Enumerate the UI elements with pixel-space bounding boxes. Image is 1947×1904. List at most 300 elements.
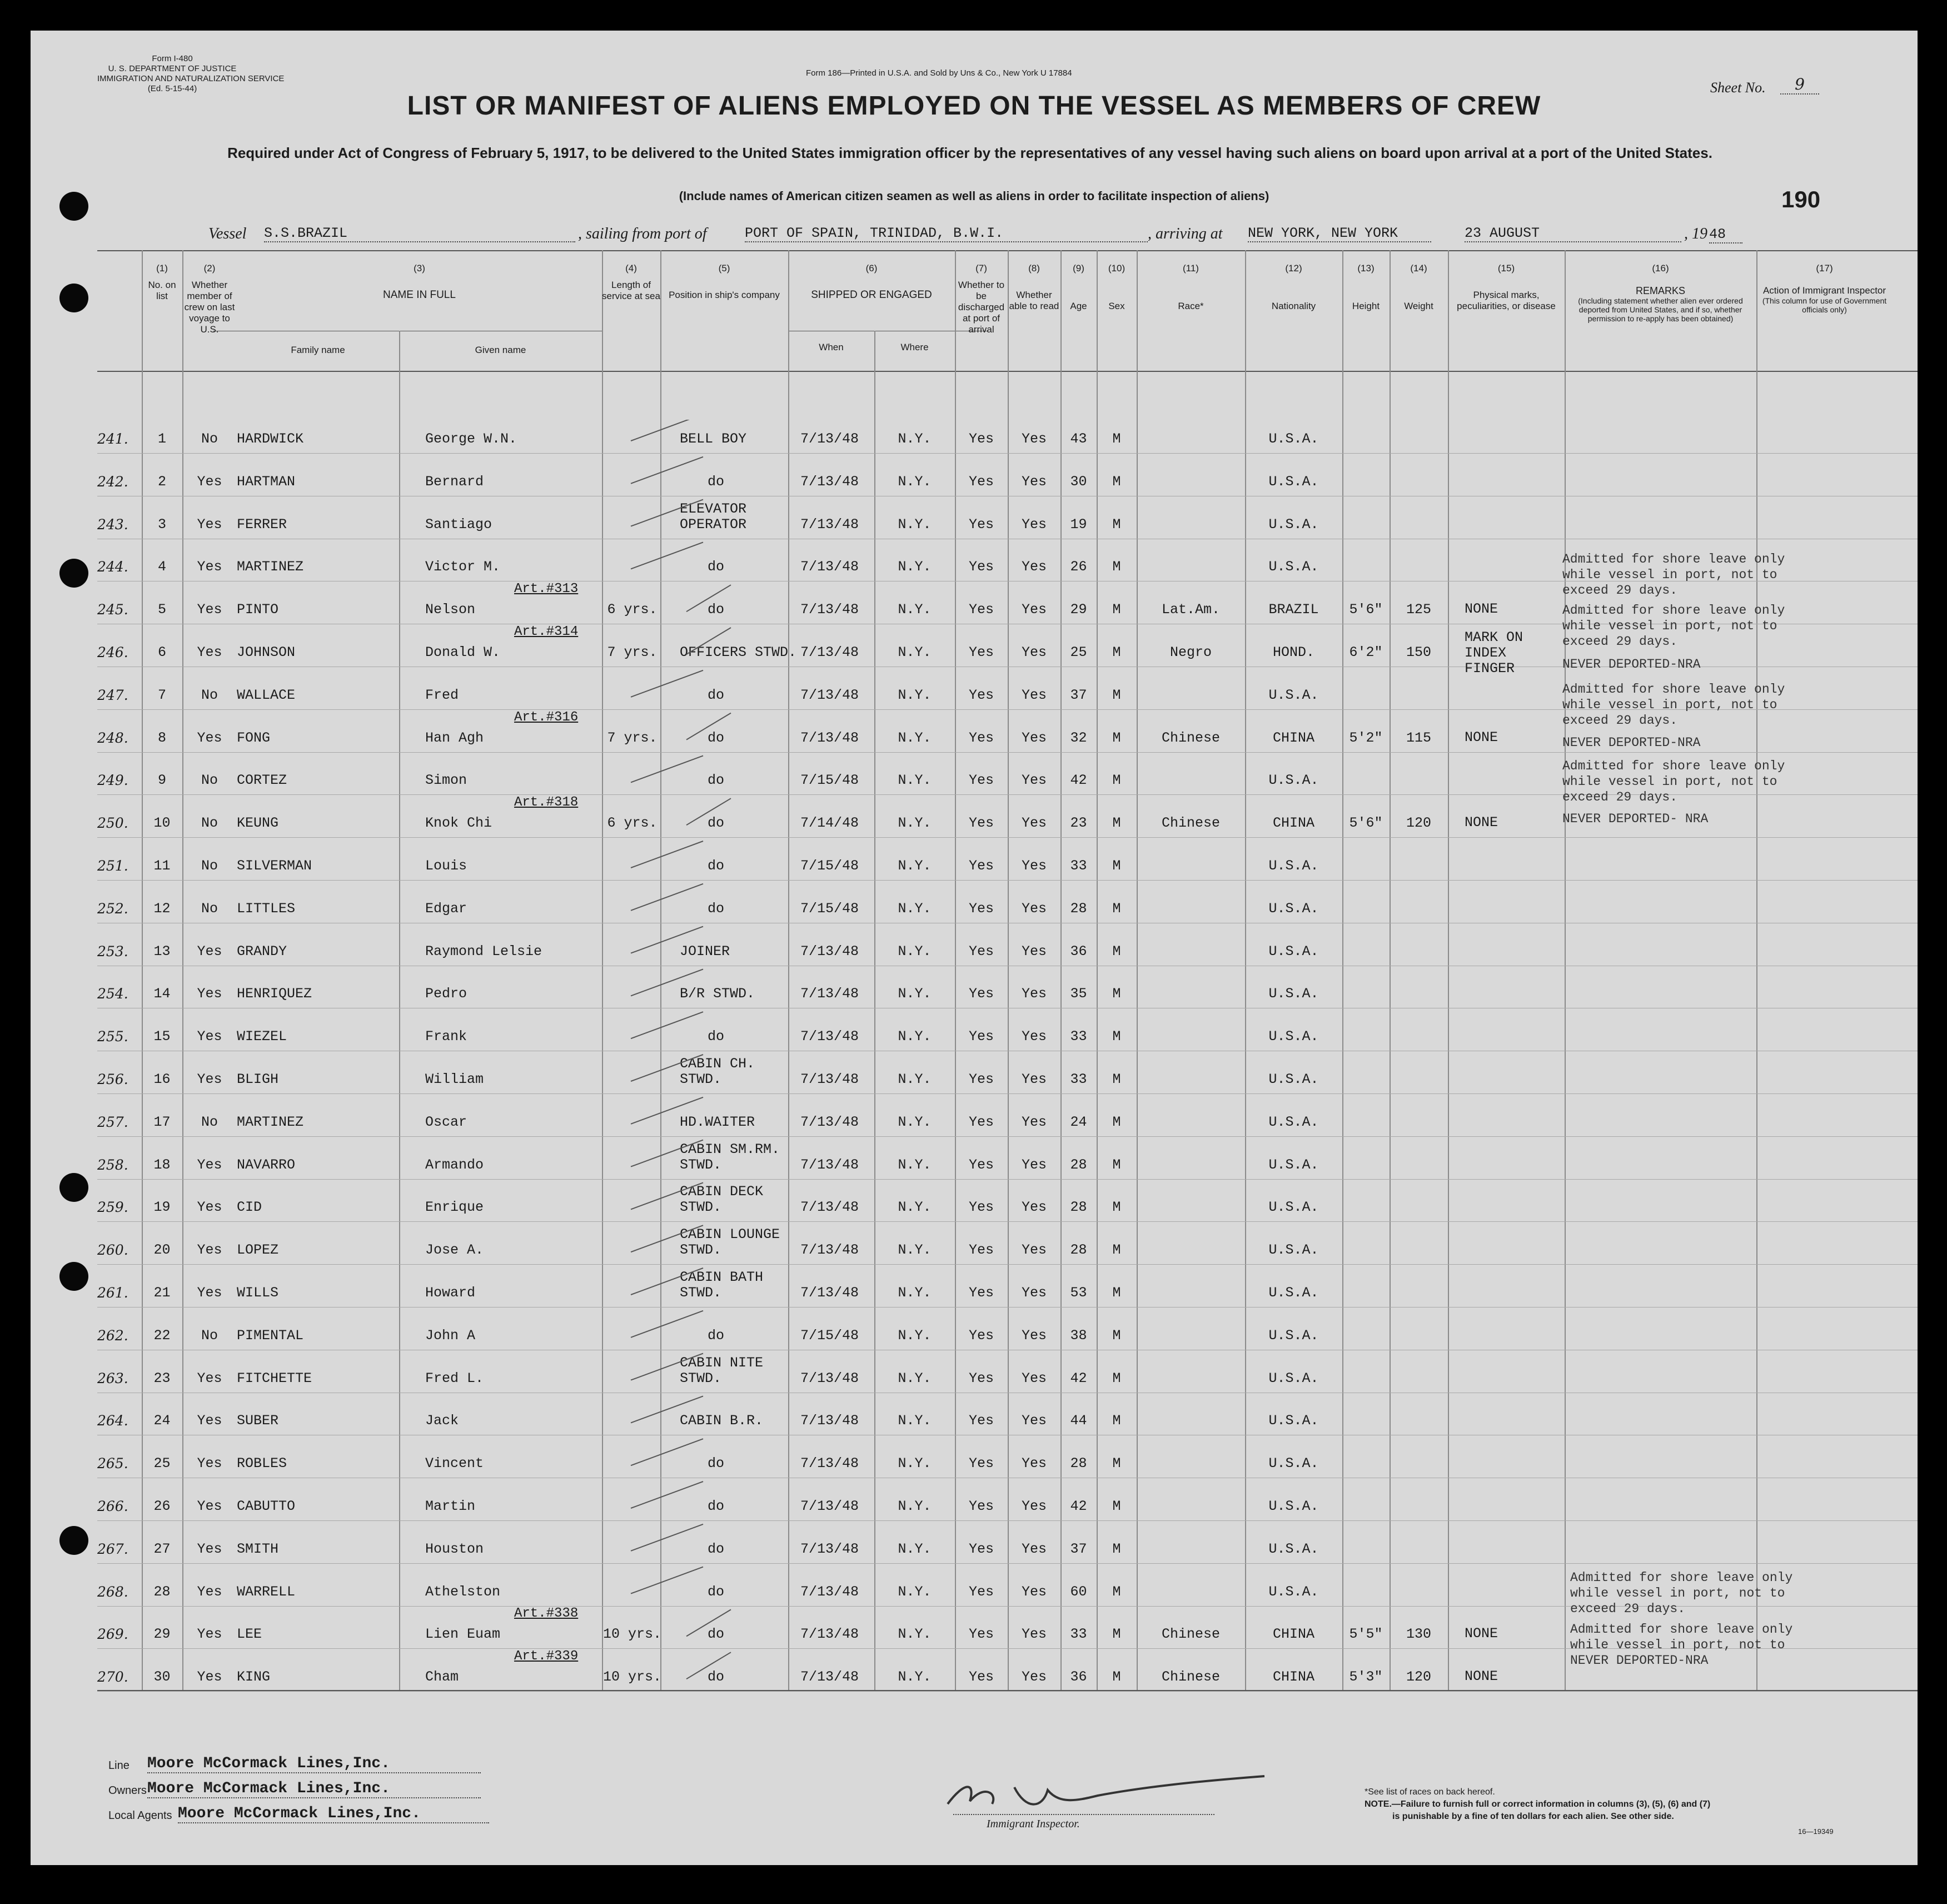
column-rule bbox=[1097, 250, 1098, 1690]
col-label: Height bbox=[1352, 301, 1380, 311]
row-where: N.Y. bbox=[898, 1584, 932, 1600]
row-weight: 115 bbox=[1406, 730, 1431, 746]
row-height: 5'2" bbox=[1349, 730, 1383, 746]
row-when: 7/13/48 bbox=[800, 1242, 859, 1258]
row-seq: 268. bbox=[97, 1584, 128, 1600]
row-read: Yes bbox=[1021, 516, 1047, 533]
row-seq: 243. bbox=[97, 516, 128, 533]
row-dis: Yes bbox=[968, 1071, 994, 1087]
row-nat: U.S.A. bbox=[1268, 858, 1319, 874]
row-pos2: OPERATOR bbox=[680, 516, 747, 533]
form-title: LIST OR MANIFEST OF ALIENS EMPLOYED ON THE VESSEL AS MEMBERS OF CREW bbox=[407, 91, 1541, 121]
column-rule bbox=[1245, 250, 1246, 1690]
row-age: 42 bbox=[1070, 1498, 1087, 1514]
row-last: Yes bbox=[197, 1370, 222, 1386]
row-where: N.Y. bbox=[898, 730, 932, 746]
row-no: 10 bbox=[153, 815, 171, 831]
column-rule bbox=[1342, 250, 1343, 1690]
remark-line: while vessel in port, not to bbox=[1562, 568, 1777, 582]
tick-mark bbox=[631, 1311, 703, 1338]
row-no: 27 bbox=[153, 1541, 171, 1557]
row-last: Yes bbox=[197, 1498, 222, 1514]
row-service: 6 yrs. bbox=[607, 815, 658, 831]
arriving-label: , arriving at bbox=[1148, 225, 1223, 242]
arrival-port: NEW YORK, NEW YORK bbox=[1248, 225, 1431, 242]
row-weight: 120 bbox=[1406, 1669, 1431, 1685]
row-read: Yes bbox=[1021, 986, 1047, 1002]
row-dis: Yes bbox=[968, 1626, 994, 1642]
row-seq: 270. bbox=[97, 1669, 128, 1685]
column-rule bbox=[1756, 250, 1757, 1690]
remark-line: Admitted for shore leave only bbox=[1562, 682, 1785, 697]
row-no: 25 bbox=[153, 1455, 171, 1472]
sheet-label: Sheet No. bbox=[1710, 79, 1766, 96]
vessel-label: Vessel bbox=[208, 225, 247, 242]
row-age: 42 bbox=[1070, 1370, 1087, 1386]
tick-mark bbox=[631, 1182, 703, 1209]
row-family: LEE bbox=[237, 1626, 262, 1642]
row-art: Art.#313 bbox=[514, 581, 579, 596]
col-header-13 bbox=[1342, 263, 1390, 312]
row-art: Art.#318 bbox=[514, 795, 579, 810]
row-pos1: do bbox=[708, 815, 725, 831]
row-rule bbox=[97, 1221, 1918, 1222]
col-number: (16) bbox=[1652, 263, 1669, 274]
row-dis: Yes bbox=[968, 943, 994, 960]
footnote-penalty-cont: is punishable by a fine of ten dollars for each alien. See other side. bbox=[1392, 1812, 1674, 1821]
row-last: Yes bbox=[197, 516, 222, 533]
row-given: Fred L. bbox=[425, 1370, 484, 1386]
row-age: 29 bbox=[1070, 601, 1087, 618]
tick-mark bbox=[686, 713, 731, 740]
row-service: 6 yrs. bbox=[607, 601, 658, 618]
row-read: Yes bbox=[1021, 772, 1047, 788]
row-nat: U.S.A. bbox=[1268, 1584, 1319, 1600]
column-rule bbox=[182, 250, 183, 1690]
col-header-16 bbox=[1567, 263, 1754, 323]
row-given: Victor M. bbox=[425, 559, 501, 575]
row-service: 10 yrs. bbox=[603, 1626, 662, 1642]
vessel-name: S.S.BRAZIL bbox=[264, 225, 575, 242]
row-where: N.Y. bbox=[898, 1498, 932, 1514]
year-prefix: , 19 bbox=[1684, 225, 1707, 242]
row-sex: M bbox=[1112, 644, 1121, 660]
tick-mark bbox=[631, 927, 703, 953]
row-dis: Yes bbox=[968, 1455, 994, 1472]
row-pos1: JOINER bbox=[680, 943, 730, 960]
row-dis: Yes bbox=[968, 516, 994, 533]
row-height: 5'3" bbox=[1349, 1669, 1383, 1685]
row-read: Yes bbox=[1021, 687, 1047, 703]
row-last: Yes bbox=[197, 1071, 222, 1087]
column-rule bbox=[874, 331, 875, 1690]
row-given: Simon bbox=[425, 772, 467, 788]
row-sex: M bbox=[1112, 559, 1121, 575]
row-nat: U.S.A. bbox=[1268, 687, 1319, 703]
row-given: Edgar bbox=[425, 901, 467, 917]
row-age: 24 bbox=[1070, 1114, 1087, 1130]
punch-hole bbox=[59, 1262, 88, 1291]
row-seq: 259. bbox=[97, 1199, 128, 1215]
row-where: N.Y. bbox=[898, 1455, 932, 1472]
row-no: 11 bbox=[153, 858, 171, 874]
form-requirement: Required under Act of Congress of February 5, 1917, to be delivered to the United States immigration officer by the representatives of any vessel having such aliens on board upon arrival at a port of the United States. bbox=[227, 145, 1712, 161]
row-read: Yes bbox=[1021, 1199, 1047, 1215]
row-age: 26 bbox=[1070, 559, 1087, 575]
row-family: LITTLES bbox=[237, 901, 296, 917]
row-given: Louis bbox=[425, 858, 467, 874]
remark-line: exceed 29 days. bbox=[1562, 790, 1678, 804]
remark-line: NEVER DEPORTED-NRA bbox=[1570, 1653, 1709, 1668]
year: 48 bbox=[1709, 226, 1742, 243]
row-no: 17 bbox=[153, 1114, 171, 1130]
row-last: Yes bbox=[197, 1285, 222, 1301]
row-read: Yes bbox=[1021, 1455, 1047, 1472]
row-family: CABUTTO bbox=[237, 1498, 296, 1514]
col-label: Whether member of crew on last voyage to U.S. bbox=[184, 280, 235, 335]
column-rule bbox=[1008, 250, 1009, 1690]
row-seq: 257. bbox=[97, 1114, 128, 1130]
owners-name: Moore McCormack Lines,Inc. bbox=[147, 1780, 481, 1798]
row-when: 7/13/48 bbox=[800, 1669, 859, 1685]
row-read: Yes bbox=[1021, 1071, 1047, 1087]
col-sublabel: (This column for use of Government officials only) bbox=[1762, 296, 1887, 314]
row-sex: M bbox=[1112, 474, 1121, 490]
row-sex: M bbox=[1112, 1242, 1121, 1258]
row-service: 7 yrs. bbox=[607, 730, 658, 746]
row-read: Yes bbox=[1021, 730, 1047, 746]
row-pos1: do bbox=[708, 1669, 725, 1685]
row-given: Santiago bbox=[425, 516, 492, 533]
row-age: 33 bbox=[1070, 858, 1087, 874]
row-age: 53 bbox=[1070, 1285, 1087, 1301]
tick-mark bbox=[631, 500, 703, 526]
col-number: (1) bbox=[156, 263, 168, 274]
row-given: Raymond Lelsie bbox=[425, 943, 542, 960]
sailing-label: , sailing from port of bbox=[578, 225, 707, 242]
row-pos1: do bbox=[708, 474, 725, 490]
row-when: 7/14/48 bbox=[800, 815, 859, 831]
row-no: 29 bbox=[153, 1626, 171, 1642]
row-where: N.Y. bbox=[898, 1157, 932, 1173]
row-dis: Yes bbox=[968, 772, 994, 788]
row-pos1: CABIN BATH bbox=[680, 1269, 764, 1285]
col-label: Action of Immigrant Inspector bbox=[1762, 285, 1886, 296]
row-sex: M bbox=[1112, 1541, 1121, 1557]
row-age: 30 bbox=[1070, 474, 1087, 490]
row-last: Yes bbox=[197, 1242, 222, 1258]
col-header-12 bbox=[1245, 263, 1342, 312]
row-last: Yes bbox=[197, 986, 222, 1002]
row-pos2: STWD. bbox=[680, 1370, 722, 1386]
row-age: 44 bbox=[1070, 1413, 1087, 1429]
row-nat: U.S.A. bbox=[1268, 1328, 1319, 1344]
row-family: SUBER bbox=[237, 1413, 279, 1429]
col-header-4 bbox=[602, 263, 660, 302]
row-sex: M bbox=[1112, 815, 1121, 831]
tick-mark bbox=[631, 1055, 703, 1081]
tick-mark bbox=[631, 1524, 703, 1551]
row-no: 20 bbox=[153, 1242, 171, 1258]
row-when: 7/13/48 bbox=[800, 1413, 859, 1429]
row-family: HARTMAN bbox=[237, 474, 296, 490]
row-when: 7/13/48 bbox=[800, 1498, 859, 1514]
row-nat: U.S.A. bbox=[1268, 1199, 1319, 1215]
tick-mark bbox=[631, 1482, 703, 1508]
footnote-penalty: NOTE.—Failure to furnish full or correct information in columns (3), (5), (6) and (7) bbox=[1365, 1799, 1711, 1809]
row-pos1: CABIN CH. bbox=[680, 1056, 755, 1072]
row-given: Frank bbox=[425, 1028, 467, 1045]
row-seq: 242. bbox=[97, 474, 128, 490]
tick-mark bbox=[631, 1567, 703, 1594]
agents-name: Moore McCormack Lines,Inc. bbox=[178, 1805, 489, 1823]
row-dis: Yes bbox=[968, 1199, 994, 1215]
row-no: 7 bbox=[157, 687, 166, 703]
remark-line: while vessel in port, not to bbox=[1570, 1586, 1785, 1600]
row-read: Yes bbox=[1021, 1157, 1047, 1173]
form-instruction: (Include names of American citizen seamen as well as aliens in order to facilitate inspection of aliens) bbox=[679, 189, 1269, 203]
when-header: When bbox=[819, 342, 844, 352]
remark-line: exceed 29 days. bbox=[1562, 634, 1678, 649]
row-seq: 244. bbox=[97, 559, 128, 575]
row-no: 15 bbox=[153, 1028, 171, 1045]
row-given: Pedro bbox=[425, 986, 467, 1002]
remark-line: NEVER DEPORTED-NRA bbox=[1562, 657, 1701, 672]
row-when: 7/13/48 bbox=[800, 1541, 859, 1557]
stamp-number: 190 bbox=[1781, 186, 1821, 212]
row-last: Yes bbox=[197, 1541, 222, 1557]
row-no: 26 bbox=[153, 1498, 171, 1514]
row-where: N.Y. bbox=[898, 559, 932, 575]
row-pos1: CABIN NITE bbox=[680, 1355, 764, 1371]
row-seq: 249. bbox=[97, 772, 128, 788]
row-nat: U.S.A. bbox=[1268, 1498, 1319, 1514]
row-marks: MARK ON INDEX FINGER bbox=[1465, 629, 1523, 677]
departure-port: PORT OF SPAIN, TRINIDAD, B.W.I. bbox=[745, 225, 1148, 242]
row-pos1: do bbox=[708, 1455, 725, 1472]
row-age: 42 bbox=[1070, 772, 1087, 788]
row-no: 19 bbox=[153, 1199, 171, 1215]
row-family: WILLS bbox=[237, 1285, 279, 1301]
row-seq: 247. bbox=[97, 687, 128, 703]
row-age: 28 bbox=[1070, 1199, 1087, 1215]
remark-line: exceed 29 days. bbox=[1570, 1602, 1686, 1616]
row-given: Lien Euam bbox=[425, 1626, 501, 1642]
row-when: 7/13/48 bbox=[800, 1285, 859, 1301]
row-sex: M bbox=[1112, 601, 1121, 618]
row-when: 7/13/48 bbox=[800, 687, 859, 703]
form-number: Form I-480 bbox=[152, 54, 193, 63]
row-dis: Yes bbox=[968, 1669, 994, 1685]
row-dis: Yes bbox=[968, 474, 994, 490]
row-where: N.Y. bbox=[898, 772, 932, 788]
row-read: Yes bbox=[1021, 858, 1047, 874]
row-weight: 130 bbox=[1406, 1626, 1431, 1642]
row-seq: 251. bbox=[97, 858, 128, 874]
col-number: (14) bbox=[1410, 263, 1427, 274]
col-label: Physical marks, peculiarities, or disease bbox=[1457, 290, 1556, 311]
row-dis: Yes bbox=[968, 1541, 994, 1557]
row-given: Armando bbox=[425, 1157, 484, 1173]
where-header: Where bbox=[900, 342, 929, 352]
row-dis: Yes bbox=[968, 687, 994, 703]
row-no: 5 bbox=[157, 601, 166, 618]
row-nat: U.S.A. bbox=[1268, 1285, 1319, 1301]
row-dis: Yes bbox=[968, 1157, 994, 1173]
remark-line: Admitted for shore leave only bbox=[1562, 603, 1785, 618]
row-height: 5'5" bbox=[1349, 1626, 1383, 1642]
row-given: Donald W. bbox=[425, 644, 501, 660]
row-where: N.Y. bbox=[898, 687, 932, 703]
row-height: 6'2" bbox=[1349, 644, 1383, 660]
row-when: 7/13/48 bbox=[800, 1071, 859, 1087]
row-seq: 262. bbox=[97, 1328, 128, 1344]
row-pos1: OFFICERS STWD. bbox=[680, 644, 797, 660]
tick-mark bbox=[631, 884, 703, 911]
row-dis: Yes bbox=[968, 559, 994, 575]
row-art: Art.#314 bbox=[514, 624, 579, 639]
row-nat: U.S.A. bbox=[1268, 1413, 1319, 1429]
row-family: HENRIQUEZ bbox=[237, 986, 312, 1002]
row-service: 7 yrs. bbox=[607, 644, 658, 660]
row-age: 33 bbox=[1070, 1028, 1087, 1045]
row-dis: Yes bbox=[968, 1584, 994, 1600]
row-nat: CHINA bbox=[1272, 1669, 1314, 1685]
column-rule bbox=[1565, 250, 1566, 1690]
col-number: (6) bbox=[865, 263, 878, 274]
row-family: FONG bbox=[237, 730, 271, 746]
row-read: Yes bbox=[1021, 1626, 1047, 1642]
row-sex: M bbox=[1112, 772, 1121, 788]
col-header-17 bbox=[1759, 263, 1890, 314]
row-pos1: do bbox=[708, 1328, 725, 1344]
col-label: REMARKS bbox=[1635, 285, 1685, 296]
row-pos1: CABIN LOUNGE bbox=[680, 1226, 780, 1242]
row-last: Yes bbox=[197, 943, 222, 960]
row-race: Chinese bbox=[1161, 1669, 1221, 1685]
row-last: No bbox=[201, 815, 218, 831]
row-given: George W.N. bbox=[425, 431, 517, 447]
row-dis: Yes bbox=[968, 730, 994, 746]
row-art: Art.#339 bbox=[514, 1649, 579, 1664]
row-no: 2 bbox=[157, 474, 166, 490]
row-sex: M bbox=[1112, 1455, 1121, 1472]
row-when: 7/15/48 bbox=[800, 772, 859, 788]
column-rule bbox=[788, 250, 789, 1690]
row-family: PINTO bbox=[237, 601, 279, 618]
row-where: N.Y. bbox=[898, 1285, 932, 1301]
row-nat: U.S.A. bbox=[1268, 474, 1319, 490]
row-sex: M bbox=[1112, 1199, 1121, 1215]
row-given: Bernard bbox=[425, 474, 484, 490]
row-read: Yes bbox=[1021, 431, 1047, 447]
col-label: Length of service at sea bbox=[602, 280, 660, 301]
col-number: (4) bbox=[625, 263, 637, 274]
row-rule bbox=[97, 1520, 1918, 1521]
row-nat: U.S.A. bbox=[1268, 1370, 1319, 1386]
row-seq: 263. bbox=[97, 1370, 128, 1386]
row-race: Negro bbox=[1169, 644, 1212, 660]
row-when: 7/13/48 bbox=[800, 943, 859, 960]
row-last: Yes bbox=[197, 1626, 222, 1642]
tick-mark bbox=[631, 841, 703, 868]
row-last: Yes bbox=[197, 1199, 222, 1215]
row-dis: Yes bbox=[968, 644, 994, 660]
tick-mark bbox=[631, 542, 703, 569]
row-sex: M bbox=[1112, 1498, 1121, 1514]
row-where: N.Y. bbox=[898, 1626, 932, 1642]
row-family: SILVERMAN bbox=[237, 858, 312, 874]
row-no: 18 bbox=[153, 1157, 171, 1173]
remark-line: Admitted for shore leave only bbox=[1562, 552, 1785, 566]
row-where: N.Y. bbox=[898, 943, 932, 960]
row-given: Martin bbox=[425, 1498, 476, 1514]
row-no: 12 bbox=[153, 901, 171, 917]
row-sex: M bbox=[1112, 943, 1121, 960]
col-label: Weight bbox=[1404, 301, 1433, 311]
row-age: 36 bbox=[1070, 943, 1087, 960]
row-where: N.Y. bbox=[898, 1541, 932, 1557]
col-sublabel: (Including statement whether alien ever ordered deported from United States, and if so, whether permission to re-apply has been obtained) bbox=[1578, 296, 1743, 323]
col-number: (17) bbox=[1816, 263, 1833, 274]
col-header-5 bbox=[660, 263, 788, 301]
row-last: No bbox=[201, 772, 218, 788]
col-header-9 bbox=[1060, 263, 1097, 312]
row-nat: U.S.A. bbox=[1268, 986, 1319, 1002]
row-pos1: HD.WAITER bbox=[680, 1114, 755, 1130]
col-header-15 bbox=[1451, 263, 1562, 312]
tick-mark bbox=[631, 1140, 703, 1167]
row-given: Jose A. bbox=[425, 1242, 484, 1258]
row-where: N.Y. bbox=[898, 601, 932, 618]
remark-line: NEVER DEPORTED- NRA bbox=[1562, 812, 1709, 826]
row-read: Yes bbox=[1021, 943, 1047, 960]
row-race: Chinese bbox=[1161, 815, 1221, 831]
row-dis: Yes bbox=[968, 1242, 994, 1258]
row-no: 13 bbox=[153, 943, 171, 960]
row-read: Yes bbox=[1021, 1028, 1047, 1045]
row-read: Yes bbox=[1021, 1498, 1047, 1514]
row-family: KEUNG bbox=[237, 815, 279, 831]
row-given: Houston bbox=[425, 1541, 484, 1557]
row-where: N.Y. bbox=[898, 815, 932, 831]
col-number: (13) bbox=[1357, 263, 1375, 274]
row-age: 28 bbox=[1070, 1455, 1087, 1472]
row-age: 25 bbox=[1070, 644, 1087, 660]
row-sex: M bbox=[1112, 1157, 1121, 1173]
row-pos1: do bbox=[708, 1498, 725, 1514]
row-seq: 250. bbox=[97, 815, 128, 831]
row-sex: M bbox=[1112, 431, 1121, 447]
row-nat: CHINA bbox=[1272, 815, 1314, 831]
row-when: 7/15/48 bbox=[800, 901, 859, 917]
row-rule bbox=[97, 1136, 1918, 1137]
row-family: WARRELL bbox=[237, 1584, 296, 1600]
row-dis: Yes bbox=[968, 1370, 994, 1386]
column-rule bbox=[1137, 250, 1138, 1690]
row-given: Athelston bbox=[425, 1584, 501, 1600]
row-read: Yes bbox=[1021, 1584, 1047, 1600]
col-header-6 bbox=[788, 263, 955, 301]
row-family: BLIGH bbox=[237, 1071, 279, 1087]
row-last: Yes bbox=[197, 1455, 222, 1472]
sheet-number: 9 bbox=[1780, 75, 1819, 95]
col-label: No. on list bbox=[148, 280, 176, 301]
row-when: 7/13/48 bbox=[800, 986, 859, 1002]
row-dis: Yes bbox=[968, 601, 994, 618]
tick-mark bbox=[631, 1396, 703, 1423]
col-header-3 bbox=[237, 263, 602, 301]
